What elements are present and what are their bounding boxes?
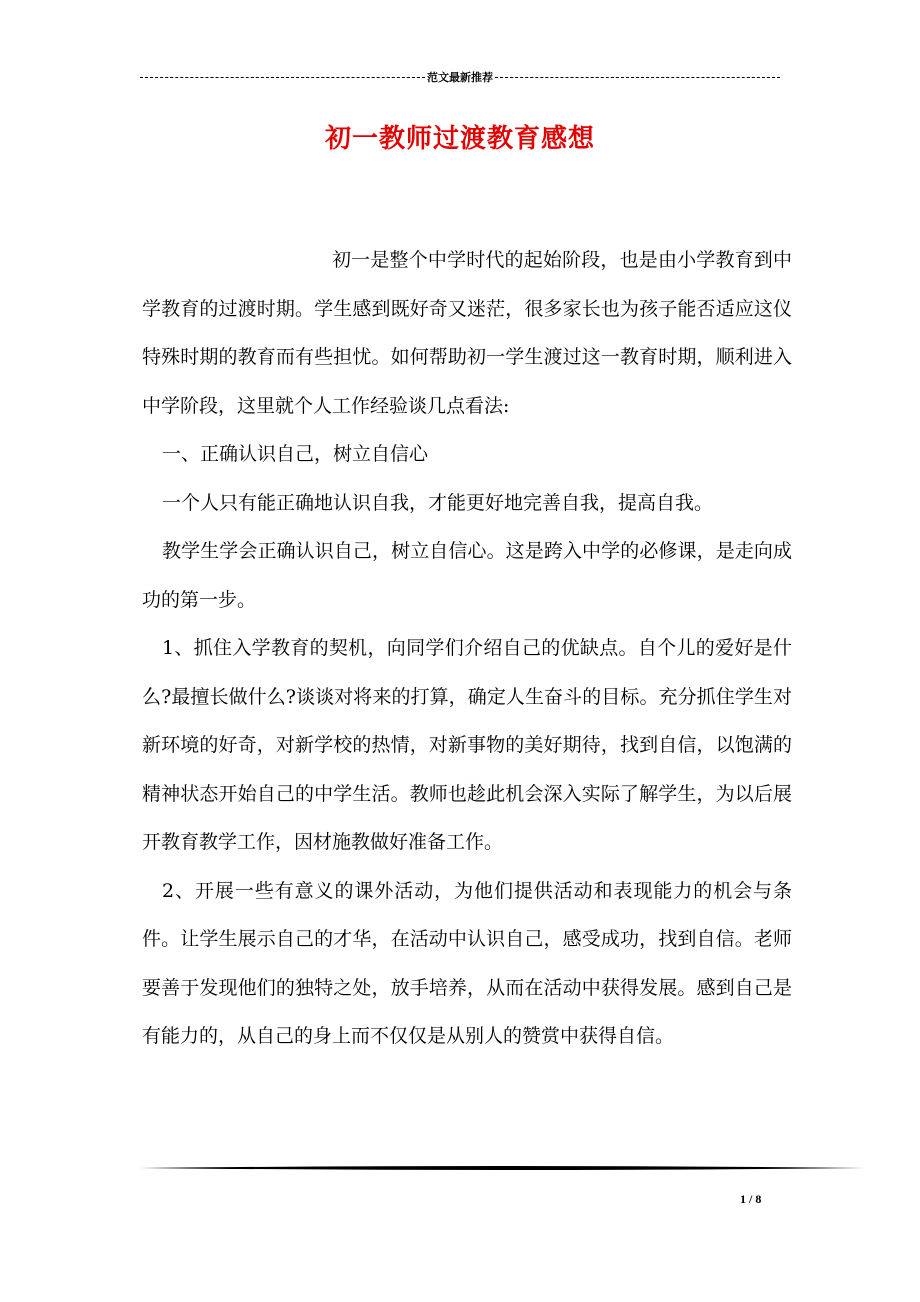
page-number: 1 / 8 (740, 1192, 762, 1206)
paragraph-point-1: 1、抓住入学教育的契机，向同学们介绍自己的优缺点。自个儿的爱好是什么?最擅长做什么?谈谈对将来的打算，确定人生奋斗的目标。充分抓住学生对新环境的好奇，对新学校的热情，对新事物的美好期待，找到自信，以饱满的精神状态开始自己的中学生活。教师也趁此机会深入实际了解学生，为以后展开教育教学工作，因材施教做好准备工作。 (142, 637, 792, 853)
header-dash-left (140, 77, 425, 78)
document-title: 初一教师过渡教育感想 (324, 124, 595, 154)
paragraph-intro: 初一是整个中学时代的起始阶段，也是由小学教育到中学教育的过渡时期。学生感到既好奇又迷茫，很多家长也为孩子能否适应这仪特殊时期的教育而有些担忧。如何帮助初一学生渡过这一教育时期，顺利进入中学阶段，这里就个人工作经验谈几点看法: (142, 249, 792, 417)
paragraph: 教学生学会正确认识自己，树立自信心。这是跨入中学的必修课，是走向成功的第一步。 (142, 540, 792, 611)
paragraph-point-2: 2、开展一些有意义的课外活动，为他们提供活动和表现能力的机会与条件。让学生展示自己的才华，在活动中认识自己，感受成功，找到自信。老师要善于发现他们的独特之处，放手培养，从而在活动中获得发展。感到自己是有能力的，从自己的身上而不仅仅是从别人的赞赏中获得自信。 (142, 879, 792, 1047)
paragraph: 一个人只有能正确地认识自我，才能更好地完善自我，提高自我。 (162, 491, 714, 514)
header-label: 范文最新推荐 (427, 71, 493, 84)
section-heading: 一、正确认识自己，树立自信心 (162, 443, 429, 465)
header-rule (140, 68, 780, 86)
footer-divider (140, 1164, 864, 1172)
header-dash-right (495, 77, 780, 78)
document-body (142, 236, 792, 1061)
